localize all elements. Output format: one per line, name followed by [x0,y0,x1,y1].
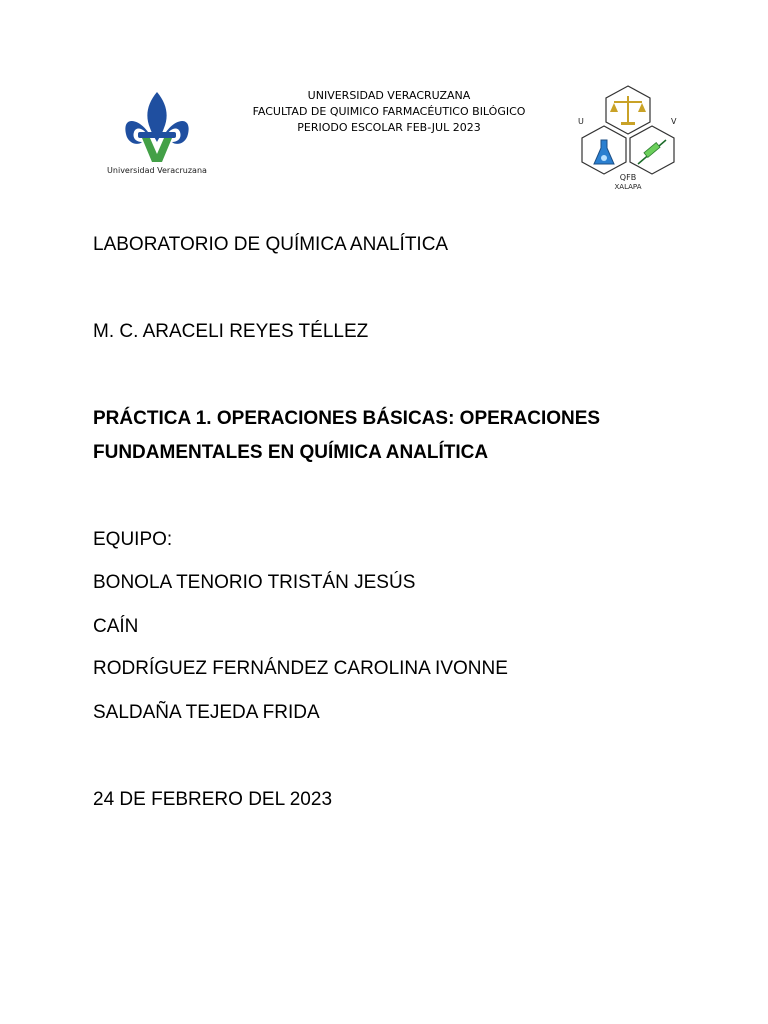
team-member: SALDAÑA TEJEDA FRIDA [93,702,320,723]
lab-title: LABORATORIO DE QUÍMICA ANALÍTICA [93,234,449,255]
hexagon-emblem-icon [576,84,680,192]
logo-caption: Universidad Veracruzana [107,166,207,175]
team-member: CAÍN [93,616,139,637]
team-member: BONOLA TENORIO TRISTÁN JESÚS [93,572,416,593]
school-period: PERIODO ESCOLAR FEB-JUL 2023 [297,121,481,134]
document-date: 24 DE FEBRERO DEL 2023 [93,789,333,810]
practice-title-line-2: FUNDAMENTALES EN QUÍMICA ANALÍTICA [93,442,489,463]
teacher-name: M. C. ARACELI REYES TÉLLEZ [93,321,369,342]
logo-letter-v: V [671,117,677,126]
practice-title-line-1: PRÁCTICA 1. OPERACIONES BÁSICAS: OPERACIONES [93,408,601,429]
fleur-de-lis-icon [98,88,216,164]
university-name: UNIVERSIDAD VERACRUZANA [307,89,471,102]
universidad-veracruzana-logo [98,88,216,180]
team-label: EQUIPO: [93,529,173,550]
team-member: RODRÍGUEZ FERNÁNDEZ CAROLINA IVONNE [93,658,508,679]
logo-caption-xalapa: XALAPA [614,183,642,191]
header-text [230,88,548,136]
qfb-xalapa-logo [576,84,680,192]
faculty-name: FACULTAD DE QUIMICO FARMACÉUTICO BILÓGICO [252,105,526,118]
logo-letter-u: U [578,117,584,126]
logo-caption-qfb: QFB [619,173,637,182]
